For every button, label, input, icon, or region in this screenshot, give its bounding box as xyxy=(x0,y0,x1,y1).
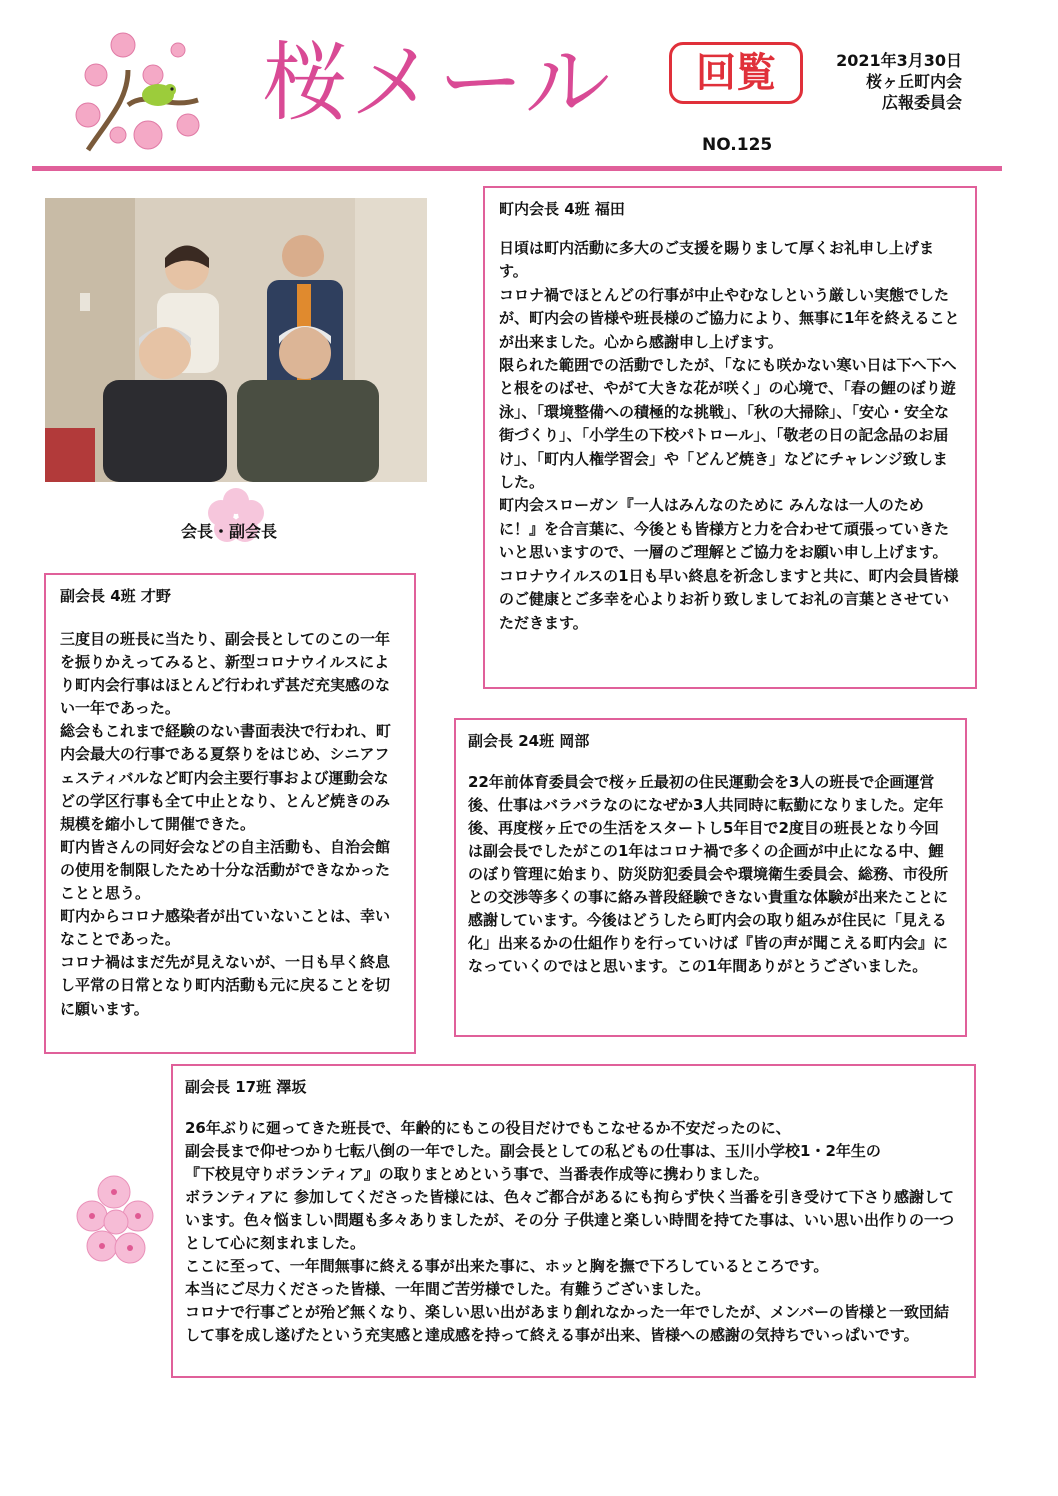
issue-date: 2021年3月30日 xyxy=(836,51,962,70)
committee-name: 広報委員会 xyxy=(881,93,962,112)
article-heading: 町内会長 4班 福田 xyxy=(499,200,625,218)
circulation-stamp: 回覧 xyxy=(669,42,803,104)
header-divider xyxy=(32,166,1002,171)
group-photo xyxy=(45,198,427,482)
article-heading: 副会長 24班 岡部 xyxy=(468,732,590,750)
publisher-info xyxy=(836,50,962,113)
article-chairman xyxy=(483,186,977,689)
article-body: 日頃は町内活動に多大のご支援を賜りまして厚くお礼申し上げます。 コロナ禍でほとんどの行事が中止やむなしという厳しい実態でしたが、町内会の皆様や班長様のご協力により、無事に1年を終えることが出来ました。心から感謝申し上げます。 限られた範囲での活動でしたが、「なにも咲かない寒い日は下へ下へと根をのばせ、やがて大きな花が咲く」の心境で、「春の鯉のぼり遊泳」、「環境整備への積極的な挑戦」、「秋の大掃除」、「安心・安全な街づくり」、「小学生の下校パトロール」、「敬老の日の記念品のお届け」、「町内人権学習会」や「どんど焼き」などにチャレンジ致しました。 町内会スローガン『一人はみんなのために みんなは一人のために！』を合言葉に、今後とも皆様方と力を合わせて頑張っていきたいと思いますので、一層のご理解とご協力をお願い申し上げます。 コロナウイルスの1日も早い終息を祈念しますと共に、町内会員皆様のご健康とご多幸を心よりお祈り致しましてお礼の言葉とさせていただきます。 xyxy=(499,239,960,632)
issue-number: NO.125 xyxy=(702,135,773,155)
photo-caption: 会長・副会長 xyxy=(181,522,278,541)
sakura-branch-logo xyxy=(68,30,218,160)
article-vice-chair-saino xyxy=(44,573,416,1054)
article-body: 22年前体育委員会で桜ヶ丘最初の住民運動会を3人の班長で企画運営後、仕事はバラバラなのになぜか3人共同時に転勤になりました。定年後、再度桜ヶ丘での生活をスタートし5年目で2度目の班長となり今回は副会長でしたがこの1年はコロナ禍で多くの企画が中止になる中、鯉のぼり管理に始まり、防災防犯委員会や環境衛生委員会、総務、市役所との交渉等多くの事に絡み普段経験できない貴重な体験が出来たことに感謝しています。今後はどうしたら町内会の取り組みが住民に「見える化」出来るかの仕組作りを行っていけば『皆の声が聞こえる町内会』になっていくのではと思います。この1年間ありがとうございました。 xyxy=(468,773,949,975)
article-heading: 副会長 4班 才野 xyxy=(60,587,171,605)
article-vice-chair-okabe xyxy=(454,718,967,1037)
article-body: 三度目の班長に当たり、副会長としてのこの一年を振りかえってみると、新型コロナウイルスにより町内会行事はほとんど行われず甚だ充実感のない一年であった。 総会もこれまで経験のない書面表決で行われ、町内会最大の行事である夏祭りをはじめ、シニアフェスティバルなど町内会主要行事および運動会などの学区行事も全て中止となり、とんど焼きのみ規模を縮小して開催できた。 町内皆さんの同好会などの自主活動も、自治会館の使用を制限したため十分な活動ができなかったことと思う。 町内からコロナ感染者が出ていないことは、幸いなことであった。 コロナ禍はまだ先が見えないが、一日も早く終息し平常の日常となり町内活動も元に戻ることを切に願います。 xyxy=(60,630,391,1018)
article-vice-chair-sawasaka xyxy=(171,1064,976,1378)
article-body: 26年ぶりに廻ってきた班長で、年齢的にもこの役目だけでもこなせるか不安だったのに、 副会長まで仰せつかり七転八倒の一年でした。副会長としての私どもの仕事は、玉川小学校1・2年生の 『下校見守りボランティア』の取りまとめという事で、当番表作成等に携わりました。 ボランティアに 参加してくださった皆様には、色々ご都合があるにも拘らず快く当番を引き受けて下さり感謝しています。色々悩ましい問題も多々ありましたが、その分 子供達と楽しい時間を持てた事は、いい思い出作りの一つとして心に刻まれました。 ここに至って、一年間無事に終える事が出来た事に、ホッと胸を撫で下ろしているところです。 本当にご尽力くださった皆様、一年間ご苦労様でした。有難うございました。 コロナで行事ごとが殆ど無くなり、楽しい思い出があまり創れなかった一年でしたが、メンバーの皆様と一致団結して事を成し遂げたという充実感と達成感を持って終える事が出来、皆様への感謝の気持ちでいっぱいです。 xyxy=(185,1119,955,1344)
newsletter-title: 桜メール xyxy=(262,33,613,133)
association-name: 桜ヶ丘町内会 xyxy=(865,72,962,91)
article-heading: 副会長 17班 澤坂 xyxy=(185,1078,307,1096)
sakura-cluster-icon xyxy=(68,1172,164,1272)
